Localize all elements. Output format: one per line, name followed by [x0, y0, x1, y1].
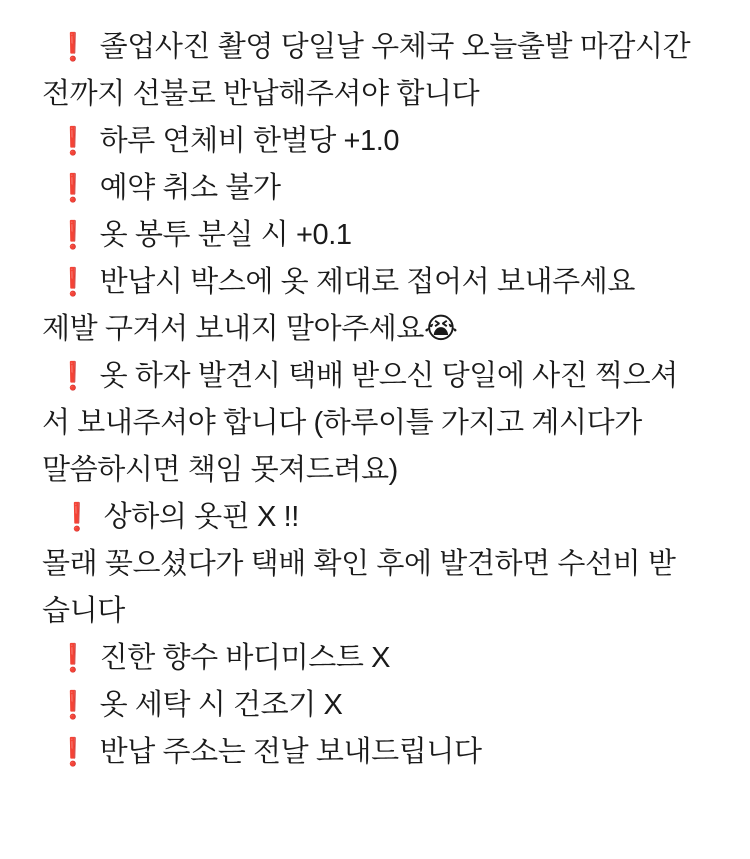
notice-line — [42, 400, 708, 447]
notice-text: 반납 주소는 전날 보내드립니다 — [99, 736, 482, 768]
notice-line — [42, 306, 708, 353]
notice-text: 상하의 옷핀 X !! — [103, 501, 299, 533]
notice-line — [42, 447, 708, 494]
exclamation-icon: ❗ — [56, 126, 90, 156]
notice-text: 전까지 선불로 반납해주셔야 합니다 — [42, 78, 480, 110]
notice-item — [42, 353, 708, 494]
notice-item — [42, 635, 708, 682]
notice-line — [42, 118, 708, 165]
exclamation-icon: ❗ — [56, 690, 90, 720]
notice-item — [42, 729, 708, 776]
notice-text: 옷 봉투 분실 시 +0.1 — [99, 219, 352, 251]
exclamation-icon: ❗ — [56, 173, 90, 203]
notice-item — [42, 494, 708, 635]
exclamation-icon: ❗ — [56, 267, 90, 297]
notice-text: 예약 취소 불가 — [99, 172, 281, 204]
notice-item — [42, 682, 708, 729]
notice-text: 서 보내주셔야 합니다 (하루이틀 가지고 계시다가 — [42, 407, 642, 439]
notice-text: 진한 향수 바디미스트 X — [99, 642, 391, 674]
notice-line — [42, 24, 708, 71]
notice-line — [42, 635, 708, 682]
notice-item — [42, 212, 708, 259]
notice-text: 몰래 꽂으셨다가 택배 확인 후에 발견하면 수선비 받 — [42, 548, 676, 580]
notice-line — [42, 682, 708, 729]
notice-line — [42, 494, 708, 541]
notice-line — [42, 541, 708, 588]
notice-line — [42, 259, 708, 306]
notice-line — [42, 165, 708, 212]
notice-text: 반납시 박스에 옷 제대로 접어서 보내주세요 — [99, 266, 635, 298]
notice-line — [42, 212, 708, 259]
notice-line — [42, 729, 708, 776]
notice-item — [42, 165, 708, 212]
notice-item — [42, 259, 708, 353]
notice-item — [42, 118, 708, 165]
exclamation-icon: ❗ — [56, 220, 90, 250]
notice-text: 졸업사진 촬영 당일날 우체국 오늘출발 마감시간 — [99, 31, 691, 63]
notice-line — [42, 588, 708, 635]
notice-text: 옷 하자 발견시 택배 받으신 당일에 사진 찍으셔 — [99, 360, 678, 392]
notice-text: 말씀하시면 책임 못져드려요) — [42, 454, 398, 486]
notice-text: 하루 연체비 한벌당 +1.0 — [99, 125, 400, 157]
exclamation-icon: ❗ — [56, 643, 90, 673]
notice-item — [42, 24, 708, 118]
notice-line — [42, 71, 708, 118]
notice-text: 습니다 — [42, 595, 125, 627]
exclamation-icon: ❗ — [56, 361, 90, 391]
notice-text: 옷 세탁 시 건조기 X — [99, 689, 343, 721]
exclamation-icon: ❗ — [60, 502, 94, 532]
exclamation-icon: ❗ — [56, 737, 90, 767]
exclamation-icon: ❗ — [56, 32, 90, 62]
notice-line — [42, 353, 708, 400]
notice-text: 제발 구겨서 보내지 말아주세요😭 — [42, 313, 458, 345]
